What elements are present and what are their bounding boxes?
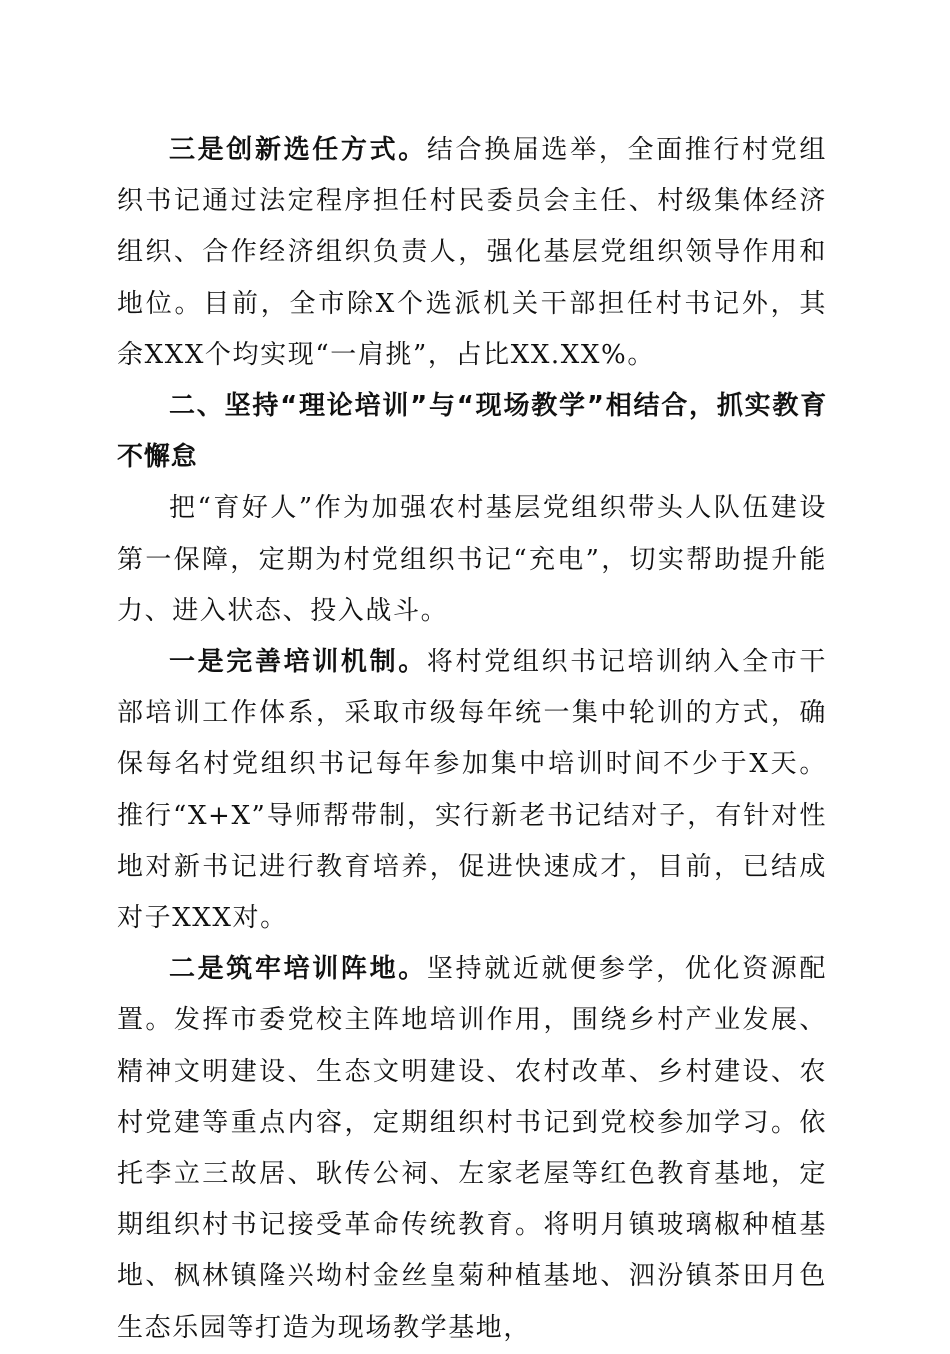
- paragraph-lead: 一是完善培训机制。: [169, 647, 427, 678]
- paragraph-body: 坚持就近就便参学，优化资源配置。发挥市委党校主阵地培训作用，围绕乡村产业发展、精神文明建设、生态文明建设、农村改革、乡村建设、农村党建等重点内容，定期组织村书记到党校参加学习。依托李立三故居、耿传公祠、左家老屋等红色教育基地，定期组织村书记接受革命传统教育。将明月镇玻璃椒种植基地、枫林镇隆兴坳村金丝皇菊种植基地、泗汾镇茶田月色生态乐园等打造为现场教学基地，: [117, 954, 827, 1343]
- paragraph-lead: 三是创新选任方式。: [169, 135, 427, 165]
- paragraph-body: 将村党组织书记培训纳入全市干部培训工作体系，采取市级每年统一集中轮训的方式，确保每名村党组织书记每年参加集中培训时间不少于X天。推行“X+X”导师帮带制，实行新老书记结对子，有针对性地对新书记进行教育培养，促进快速成才，目前，已结成对子XXX对。: [117, 647, 827, 934]
- section-heading: 二、坚持“理论培训”与“现场教学”相结合，抓实教育不懈怠: [117, 391, 827, 473]
- paragraph-body: 把“育好人”作为加强农村基层党组织带头人队伍建设第一保障，定期为村党组织书记“充电”，切实帮助提升能力、进入状态、投入战斗。: [117, 493, 827, 626]
- paragraph-training-mechanism: [117, 637, 827, 944]
- document-page: [117, 125, 827, 1354]
- paragraph-intro: [117, 483, 827, 637]
- paragraph-lead: 二是筑牢培训阵地。: [169, 954, 427, 985]
- paragraph-body: 结合换届选举，全面推行村党组织书记通过法定程序担任村民委员会主任、村级集体经济组织、合作经济组织负责人，强化基层党组织领导作用和地位。目前，全市除X个选派机关干部担任村书记外，其余XXX个均实现“一肩挑”，占比XX.XX%。: [117, 135, 827, 370]
- paragraph-innovate-selection: [117, 125, 827, 381]
- paragraph-training-base: [117, 944, 827, 1354]
